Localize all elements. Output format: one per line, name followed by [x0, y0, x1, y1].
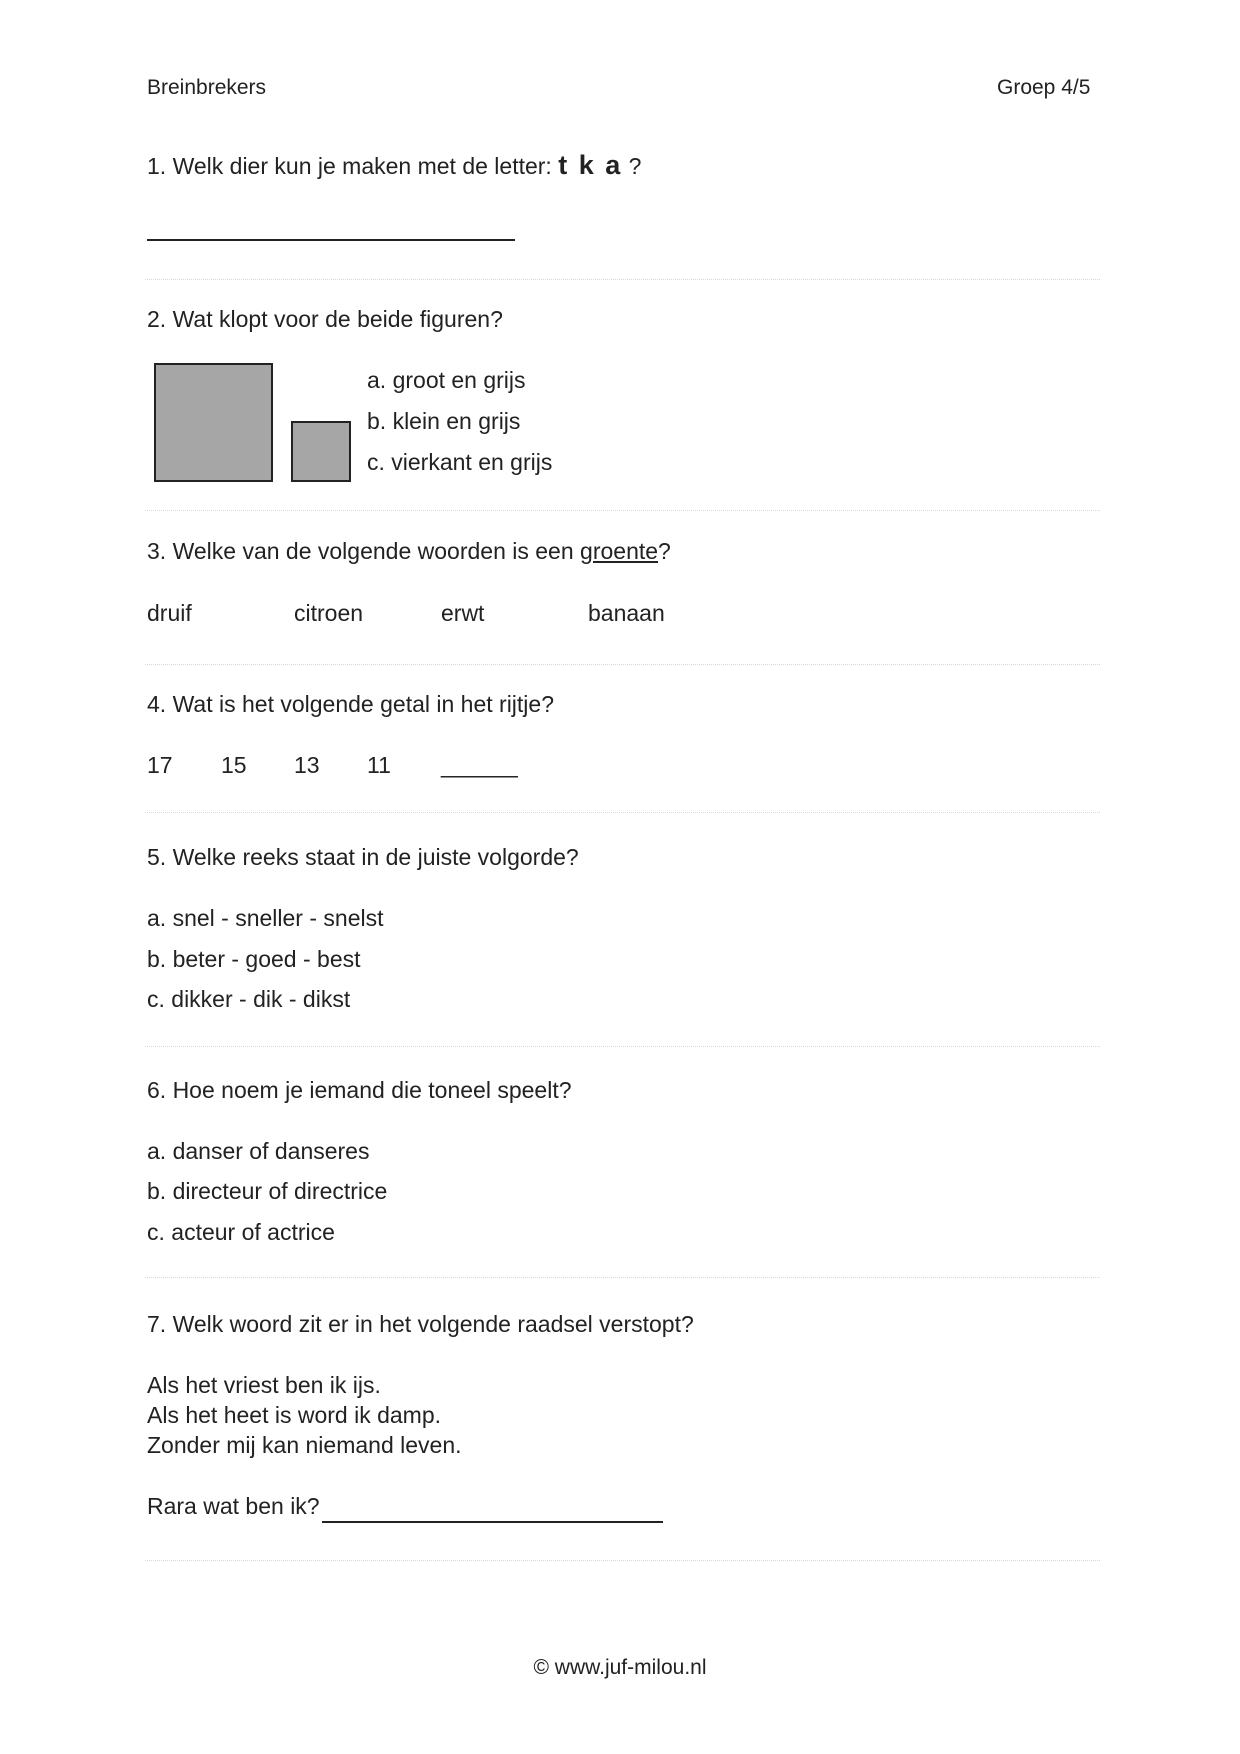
divider	[145, 1277, 1100, 1278]
header-group: Groep 4/5	[997, 76, 1091, 99]
sequence-number: 15	[221, 752, 247, 778]
divider	[145, 510, 1100, 511]
question-1-text: 1. Welk dier kun je maken met de letter:	[147, 153, 552, 179]
answer-line-7[interactable]	[322, 1521, 663, 1523]
question-3	[147, 538, 671, 565]
question-6-option-c[interactable]: c. acteur of actrice	[147, 1219, 335, 1245]
divider	[145, 1046, 1100, 1047]
question-3-word[interactable]: druif	[147, 600, 192, 626]
question-3-keyword: groente	[580, 538, 659, 564]
large-square	[154, 363, 273, 482]
question-3-suffix: ?	[658, 538, 671, 564]
divider	[145, 1560, 1100, 1561]
question-1-suffix: ?	[628, 153, 642, 179]
answer-line-1[interactable]	[147, 239, 515, 241]
riddle-line: Als het heet is word ik damp.	[147, 1402, 442, 1428]
question-3-word[interactable]: citroen	[294, 600, 364, 626]
divider	[145, 812, 1100, 813]
question-5-option-c[interactable]: c. dikker - dik - dikst	[147, 986, 351, 1012]
question-2-text: 2. Wat klopt voor de beide figuren?	[147, 306, 503, 332]
question-2-option-c[interactable]: c. vierkant en grijs	[367, 449, 553, 475]
question-5-option-a[interactable]: a. snel - sneller - snelst	[147, 905, 384, 931]
sequence-number: 13	[294, 752, 320, 778]
question-6-option-a[interactable]: a. danser of danseres	[147, 1138, 370, 1164]
question-7-text: 7. Welk woord zit er in het volgende raadsel verstopt?	[147, 1311, 694, 1337]
answer-blank-4[interactable]: ______	[441, 752, 518, 778]
question-1-letters: t k a	[558, 150, 623, 180]
question-6-text: 6. Hoe noem je iemand die toneel speelt?	[147, 1077, 572, 1103]
riddle-line: Zonder mij kan niemand leven.	[147, 1432, 462, 1458]
question-2-option-b[interactable]: b. klein en grijs	[367, 408, 521, 434]
riddle-answer-label: Rara wat ben ik?	[147, 1493, 320, 1519]
question-3-text: 3. Welke van de volgende woorden is een	[147, 538, 574, 564]
divider	[145, 664, 1100, 665]
question-4-text: 4. Wat is het volgende getal in het rijtje?	[147, 691, 554, 717]
small-square	[291, 421, 351, 482]
sequence-number: 11	[367, 752, 391, 778]
question-5-option-b[interactable]: b. beter - goed - best	[147, 946, 361, 972]
question-5-text: 5. Welke reeks staat in de juiste volgorde?	[147, 844, 579, 870]
riddle-line: Als het vriest ben ik ijs.	[147, 1372, 381, 1398]
question-3-word[interactable]: banaan	[588, 600, 665, 626]
question-1	[147, 150, 641, 181]
question-3-word[interactable]: erwt	[441, 600, 485, 626]
sequence-number: 17	[147, 752, 173, 778]
question-2-option-a[interactable]: a. groot en grijs	[367, 367, 526, 393]
question-6-option-b[interactable]: b. directeur of directrice	[147, 1178, 388, 1204]
footer-copyright: © www.juf-milou.nl	[533, 1656, 707, 1679]
header-title: Breinbrekers	[147, 76, 267, 99]
divider	[145, 279, 1100, 280]
